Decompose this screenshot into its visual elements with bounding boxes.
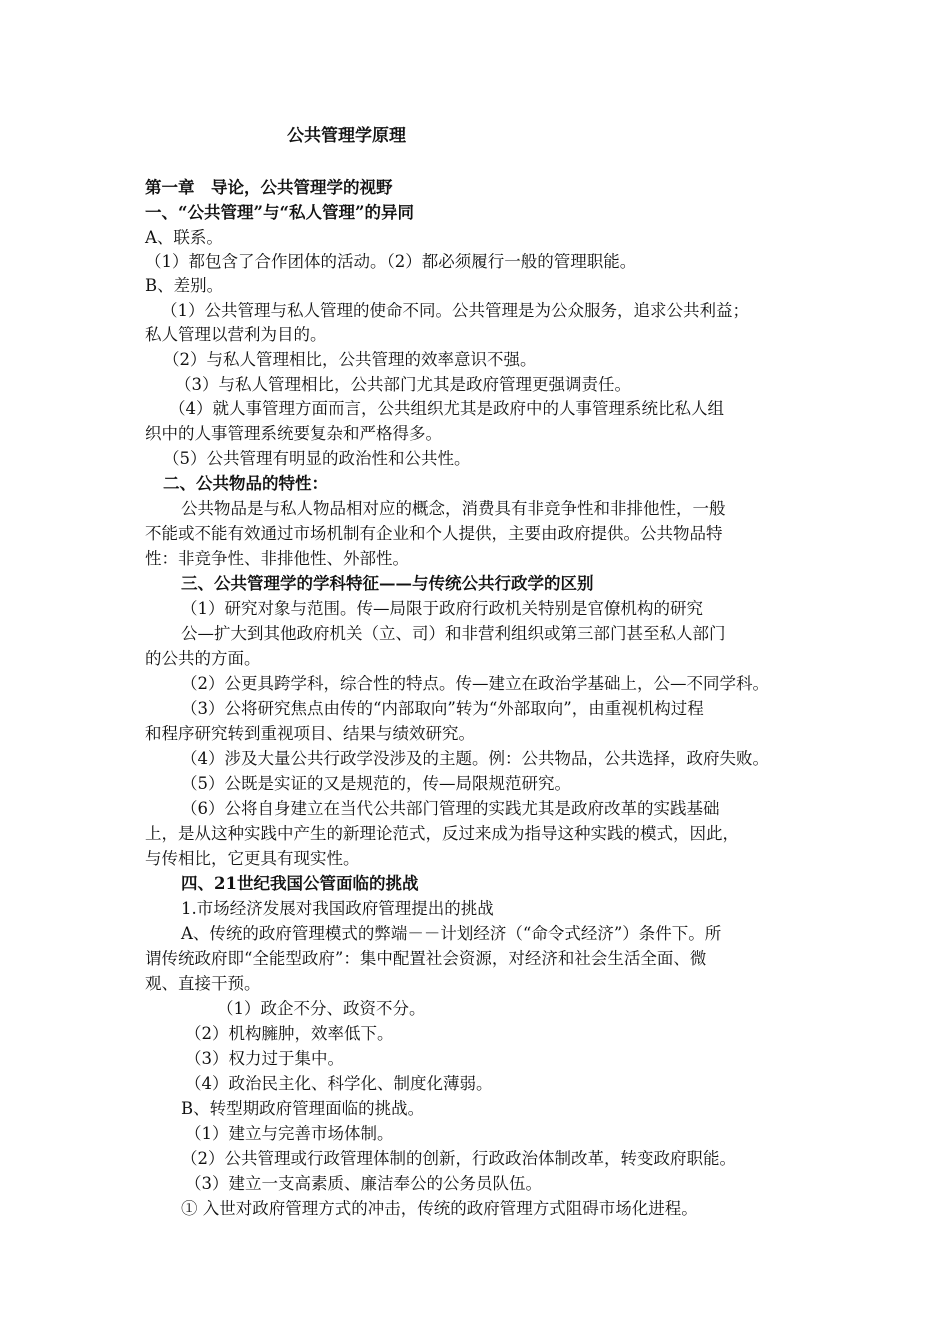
section-heading: 四、21世纪我国公管面临的挑战 (181, 874, 419, 893)
text-line: 与传相比，它更具有现实性。 (145, 849, 360, 868)
text-line: （6）公将自身建立在当代公共部门管理的实践尤其是政府改革的实践基础 (181, 799, 720, 818)
text-line: 不能或不能有效通过市场机制有企业和个人提供，主要由政府提供。公共物品特 (145, 524, 723, 543)
section-heading: 一、“公共管理”与“私人管理”的异同 (145, 203, 414, 222)
text-line: （4）政治民主化、科学化、制度化薄弱。 (185, 1074, 493, 1093)
text-line: 观、直接干预。 (145, 974, 261, 993)
text-line: （1）建立与完善市场体制。 (185, 1124, 394, 1143)
text-line: （1）研究对象与范围。传—局限于政府行政机关特别是官僚机构的研究 (181, 599, 703, 618)
text-line: （1）都包含了合作团体的活动。（2）都必须履行一般的管理职能。 (145, 252, 637, 271)
text-line: （2）与私人管理相比，公共管理的效率意识不强。 (163, 350, 537, 369)
text-line: （1）政企不分、政资不分。 (217, 999, 426, 1018)
text-line: （4）就人事管理方面而言，公共组织尤其是政府中的人事管理系统比私人组 (169, 399, 724, 418)
text-line: 和程序研究转到重视项目、结果与绩效研究。 (145, 724, 475, 743)
text-line: 1.市场经济发展对我国政府管理提出的挑战 (181, 899, 494, 918)
document-title: 公共管理学原理 (287, 126, 406, 146)
chapter-heading: 第一章 导论，公共管理学的视野 (145, 178, 393, 197)
text-line: （5）公既是实证的又是规范的，传—局限规范研究。 (181, 774, 571, 793)
text-line: 性：非竞争性、非排他性、外部性。 (145, 549, 409, 568)
text-line: B、差别。 (145, 276, 224, 295)
text-line: 的公共的方面。 (145, 649, 261, 668)
text-line: （2）公更具跨学科，综合性的特点。传—建立在政治学基础上，公—不同学科。 (181, 674, 769, 693)
text-line: （3）建立一支高素质、廉洁奉公的公务员队伍。 (185, 1174, 542, 1193)
text-line: 公共物品是与私人物品相对应的概念，消费具有非竞争性和非排他性，一般 (181, 499, 726, 518)
text-line: （4）涉及大量公共行政学没涉及的主题。例：公共物品，公共选择，政府失败。 (181, 749, 769, 768)
text-line: A、联系。 (145, 228, 223, 247)
text-line: 公—扩大到其他政府机关（立、司）和非营利组织或第三部门甚至私人部门 (181, 624, 726, 643)
section-heading: 三、公共管理学的学科特征——与传统公共行政学的区别 (181, 574, 594, 593)
text-line: （2）公共管理或行政管理体制的创新，行政政治体制改革，转变政府职能。 (181, 1149, 736, 1168)
text-line: （1）公共管理与私人管理的使命不同。公共管理是为公众服务，追求公共利益； (161, 301, 749, 320)
text-line: （3）与私人管理相比，公共部门尤其是政府管理更强调责任。 (175, 375, 631, 394)
text-line: （3）权力过于集中。 (185, 1049, 344, 1068)
text-line: B、转型期政府管理面临的挑战。 (181, 1099, 425, 1118)
text-line: 谓传统政府即“全能型政府”：集中配置社会资源，对经济和社会生活全面、微 (145, 949, 707, 968)
section-heading: 二、公共物品的特性： (163, 474, 328, 493)
text-line: A、传统的政府管理模式的弊端－－计划经济（“命令式经济”）条件下。所 (181, 924, 722, 943)
text-line: （3）公将研究焦点由传的“内部取向”转为“外部取向”，由重视机构过程 (181, 699, 704, 718)
text-line: 上，是从这种实践中产生的新理论范式，反过来成为指导这种实践的模式，因此， (145, 824, 739, 843)
text-line: （2）机构臃肿，效率低下。 (185, 1024, 394, 1043)
text-line: ① 入世对政府管理方式的冲击，传统的政府管理方式阻碍市场化进程。 (181, 1199, 698, 1218)
text-line: （5）公共管理有明显的政治性和公共性。 (163, 449, 471, 468)
text-line: 织中的人事管理系统要复杂和严格得多。 (145, 424, 442, 443)
text-line: 私人管理以营利为目的。 (145, 325, 327, 344)
